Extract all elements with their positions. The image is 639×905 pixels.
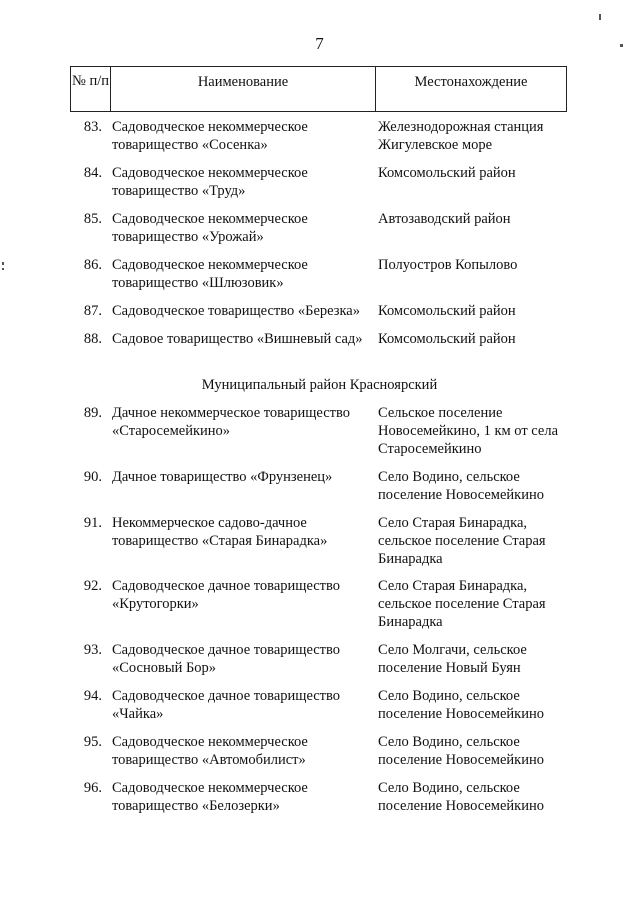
- header-number: № п/п: [71, 67, 111, 111]
- row-name: Некоммерческое садово-дачное товарищество «Старая Бинарадка»: [112, 515, 328, 549]
- row-location: Село Молгачи, сельское поселение Новый Буян: [378, 642, 527, 676]
- scan-speck: [599, 14, 601, 20]
- row-name: Дачное некоммерческое товарищество «Старосемейкино»: [112, 405, 350, 439]
- row-number: 90.: [83, 469, 102, 485]
- row-location: Село Водино, сельское поселение Новосемейкино: [378, 780, 544, 814]
- row-name: Садоводческое дачное товарищество «Сосновый Бор»: [112, 642, 341, 676]
- row-location: Автозаводский район: [378, 211, 511, 227]
- row-number: 84.: [83, 165, 102, 181]
- row-name: Садоводческое дачное товарищество «Чайка»: [112, 688, 341, 722]
- row-number: 86.: [83, 257, 102, 273]
- row-location: Село Водино, сельское поселение Новосемейкино: [378, 734, 544, 768]
- row-location: Село Старая Бинарадка, сельское поселение Старая Бинарадка: [378, 515, 546, 567]
- row-location: Железнодорожная станция Жигулевское море: [378, 119, 544, 153]
- row-location: Село Водино, сельское поселение Новосемейкино: [378, 469, 544, 503]
- table-header: [70, 66, 567, 112]
- row-number: 92.: [83, 578, 102, 594]
- scan-speck: [2, 268, 4, 270]
- header-name: Наименование: [111, 67, 376, 111]
- row-name: Садоводческое дачное товарищество «Крутогорки»: [112, 578, 341, 612]
- row-location: Комсомольский район: [378, 331, 516, 347]
- row-number: 95.: [83, 734, 102, 750]
- row-number: 94.: [83, 688, 102, 704]
- row-location: Село Старая Бинарадка, сельское поселение Старая Бинарадка: [378, 578, 546, 630]
- row-number: 96.: [83, 780, 102, 796]
- row-location: Комсомольский район: [378, 303, 516, 319]
- scan-speck: [620, 44, 623, 47]
- page-number: 7: [315, 34, 324, 53]
- section-title: Муниципальный район Красноярский: [201, 377, 438, 393]
- row-name: Садоводческое некоммерческое товарищество «Белозерки»: [112, 780, 308, 814]
- row-number: 85.: [83, 211, 102, 227]
- row-location: Полуостров Копылово: [378, 257, 518, 273]
- row-name: Садоводческое некоммерческое товарищество «Автомобилист»: [112, 734, 308, 768]
- row-name: Садоводческое некоммерческое товарищество «Сосенка»: [112, 119, 308, 153]
- row-location: Село Водино, сельское поселение Новосемейкино: [378, 688, 544, 722]
- row-name: Садоводческое товарищество «Березка»: [112, 303, 360, 319]
- row-number: 83.: [83, 119, 102, 135]
- row-name: Дачное товарищество «Фрунзенец»: [112, 469, 333, 485]
- row-number: 89.: [83, 405, 102, 421]
- row-name: Садоводческое некоммерческое товарищество «Шлюзовик»: [112, 257, 308, 291]
- row-number: 87.: [83, 303, 102, 319]
- row-location: Комсомольский район: [378, 165, 516, 181]
- row-number: 91.: [83, 515, 102, 531]
- row-name: Садовое товарищество «Вишневый сад»: [112, 331, 363, 347]
- row-location: Сельское поселение Новосемейкино, 1 км от села Старосемейкино: [378, 405, 559, 457]
- scan-speck: [2, 262, 4, 265]
- row-number: 88.: [83, 331, 102, 347]
- row-name: Садоводческое некоммерческое товарищество «Труд»: [112, 165, 308, 199]
- row-number: 93.: [83, 642, 102, 658]
- header-location: Местонахождение: [414, 74, 528, 90]
- row-name: Садоводческое некоммерческое товарищество «Урожай»: [112, 211, 308, 245]
